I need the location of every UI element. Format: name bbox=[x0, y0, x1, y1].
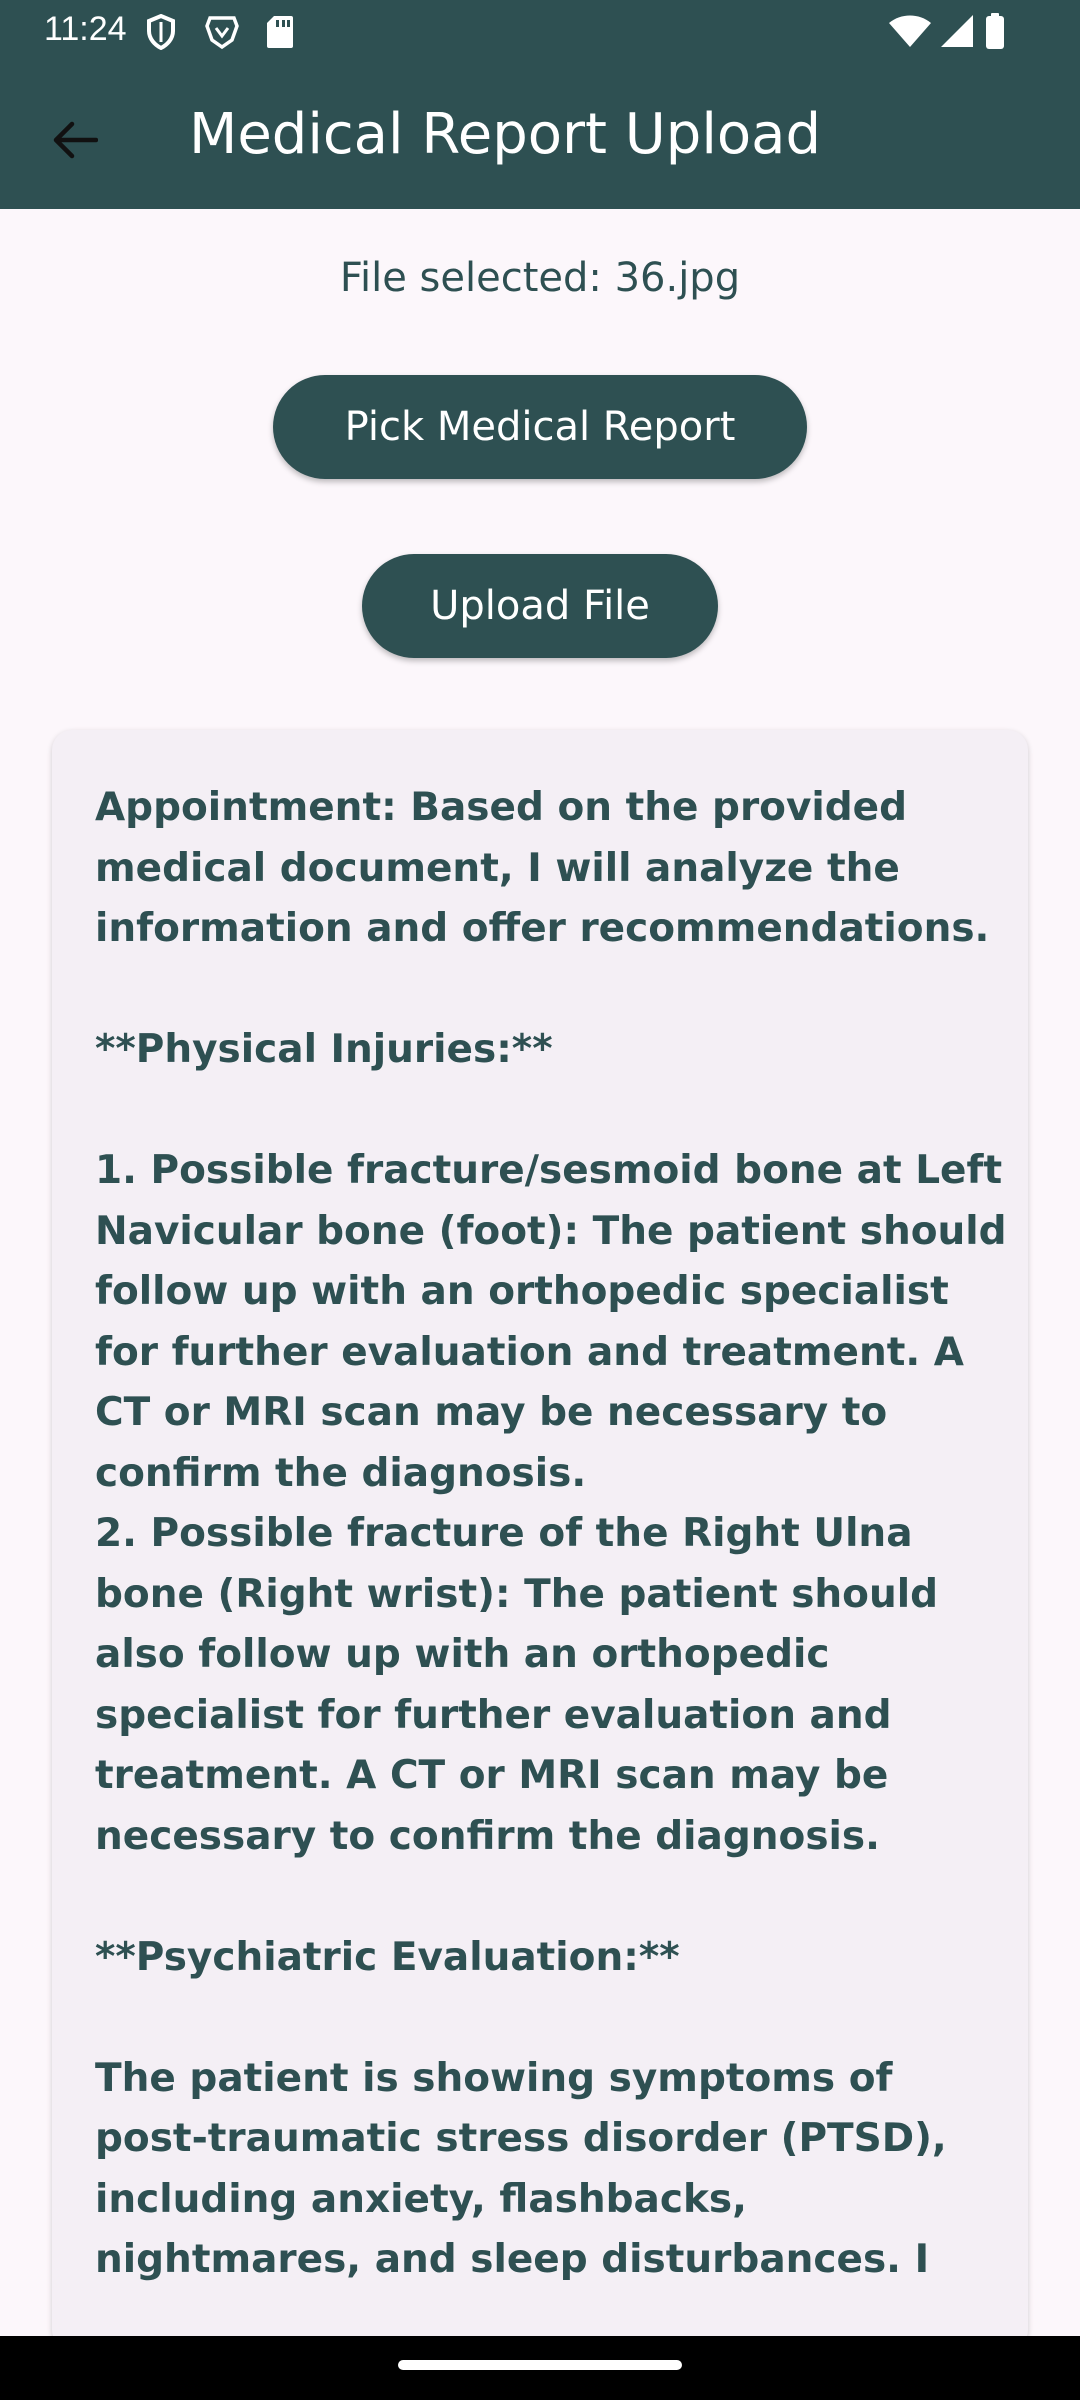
file-selected-label: File selected: 36.jpg bbox=[339, 255, 741, 301]
shield-icon bbox=[146, 14, 176, 54]
upload-file-button[interactable] bbox=[362, 554, 718, 658]
analysis-result-card[interactable] bbox=[52, 730, 1028, 2350]
pick-medical-report-button[interactable] bbox=[273, 375, 807, 479]
status-bar bbox=[0, 0, 1080, 62]
toolbar bbox=[0, 62, 1080, 209]
upload-button-label: Upload File bbox=[430, 583, 650, 629]
back-button[interactable] bbox=[32, 100, 116, 184]
brave-lion-icon bbox=[204, 14, 240, 54]
pick-button-label: Pick Medical Report bbox=[344, 404, 736, 450]
page-title: Medical Report Upload bbox=[189, 102, 821, 167]
wifi-icon bbox=[888, 14, 932, 52]
signal-icon bbox=[940, 14, 974, 52]
system-navigation-bar bbox=[0, 2336, 1080, 2400]
status-time: 11:24 bbox=[44, 10, 127, 48]
analysis-result-text: Appointment: Based on the provided medical document, I will analyze the information and offer recommendations. **Physical Injuries:** 1. Possible fracture/sesmoid bone at Left Navicular bone (foot): The patient should follow up with an orthopedic specialist for further evaluation and treatment. A CT or MRI scan may be necessary to confirm the diagnosis. 2. Possible fracture of the Right Ulna bone (Right wrist): The patient should also follow up with an orthopedic specialist for further evaluation and treatment. A CT or MRI scan may be necessary to confirm the diagnosis. **Psychiatric Evaluation:** The patient is showing symptoms of post-traumatic stress disorder (PTSD), including anxiety, flashbacks, nightmares, and sleep disturbances. I bbox=[95, 785, 1007, 2282]
arrow-back-icon bbox=[50, 120, 98, 164]
battery-icon bbox=[985, 13, 1005, 53]
app-header bbox=[0, 0, 1080, 209]
sd-card-icon bbox=[266, 15, 294, 53]
home-gesture-handle[interactable] bbox=[398, 2360, 682, 2370]
